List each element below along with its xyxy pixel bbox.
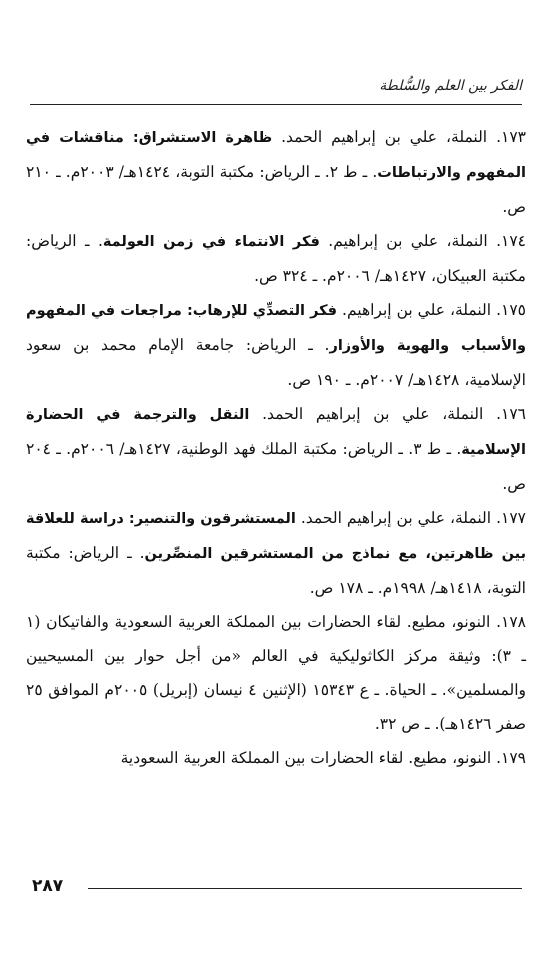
bibliography-entry — [26, 741, 526, 775]
running-header: الفكر بين العلم والسُّلطة — [379, 78, 522, 94]
entry-details: . ـ الرياض: مكتبة العبيكان، ١٤٢٧هـ/ ٢٠٠٦م. ـ ٣٢٤ ص. — [26, 232, 526, 285]
bibliography-entry — [26, 224, 526, 293]
entry-number: ١٧٩. — [496, 749, 526, 767]
bibliography-entry — [26, 605, 526, 741]
entry-details: . ـ ط ٣. ـ الرياض: مكتبة الملك فهد الوطنية، ١٤٢٧هـ/ ٢٠٠٦م. ـ ٢٠٤ ص. — [26, 440, 526, 493]
footer-rule — [88, 888, 522, 889]
entry-number: ١٧٦. — [496, 405, 526, 423]
bibliography-entry — [26, 120, 526, 224]
entry-author: النونو، مطيع. — [408, 749, 492, 767]
entry-number: ١٧٤. — [496, 232, 526, 250]
entry-number: ١٧٣. — [496, 128, 526, 146]
bibliography-entry — [26, 293, 526, 397]
entry-details: . ـ الرياض: مكتبة التوبة، ١٤١٨هـ/ ١٩٩٨م. ـ ١٧٨ ص. — [26, 544, 526, 597]
bibliography-entry — [26, 501, 526, 605]
entry-title: المستشرقون والتنصير: دراسة للعلاقة بين ظاهرتين، مع نماذج من المستشرقين المنصِّرين — [26, 511, 527, 562]
entry-details: . ـ الرياض: جامعة الإمام محمد بن سعود الإسلامية، ١٤٢٨هـ/ ٢٠٠٧م. ـ ١٩٠ ص. — [26, 336, 526, 389]
entry-title: فكر التصدِّي للإرهاب: مراجعات في المفهوم والأسباب والهوية والأوزار — [26, 303, 527, 354]
entry-details: لقاء الحضارات بين المملكة العربية السعودية والفاتيكان (١ ـ ٣): وثيقة مركز الكاثوليكية في العالم «من أجل حوار بين المسيحيين والمسلمين». ـ الحياة. ـ ع ١٥٣٤٣ (الإثنين ٤ نيسان (إبريل) ٢٠٠٥م الموافق ٢٥ صفر ١٤٢٦هـ). ـ ص ٣٢. — [26, 613, 527, 733]
entry-details: لقاء الحضارات بين المملكة العربية السعودية — [120, 749, 404, 767]
entry-number: ١٧٨. — [496, 613, 526, 631]
entry-title: ظاهرة الاستشراق: مناقشات في المفهوم والارتباطات — [26, 130, 526, 181]
page-number: ٢٨٧ — [32, 876, 64, 896]
entry-author: النملة، علي بن إبراهيم الحمد. — [300, 509, 492, 527]
bibliography-entry — [26, 397, 526, 501]
entry-author: النملة، علي بن إبراهيم. — [328, 232, 488, 250]
entry-number: ١٧٧. — [496, 509, 526, 527]
bibliography-list — [26, 120, 526, 775]
entry-title: فكر الانتماء في زمن العولمة — [102, 234, 320, 250]
entry-details: . ـ ط ٢. ـ الرياض: مكتبة التوبة، ١٤٢٤هـ/ ٢٠٠٣م. ـ ٢١٠ ص. — [26, 163, 526, 216]
entry-number: ١٧٥. — [496, 301, 526, 319]
entry-title: النقل والترجمة في الحضارة الإسلامية — [26, 407, 526, 458]
entry-author: النونو، مطيع. — [406, 613, 491, 631]
entry-author: النملة، علي بن إبراهيم الحمد. — [262, 405, 484, 423]
entry-author: النملة، علي بن إبراهيم. — [342, 301, 492, 319]
header-rule — [30, 104, 522, 105]
entry-author: النملة، علي بن إبراهيم الحمد. — [281, 128, 488, 146]
